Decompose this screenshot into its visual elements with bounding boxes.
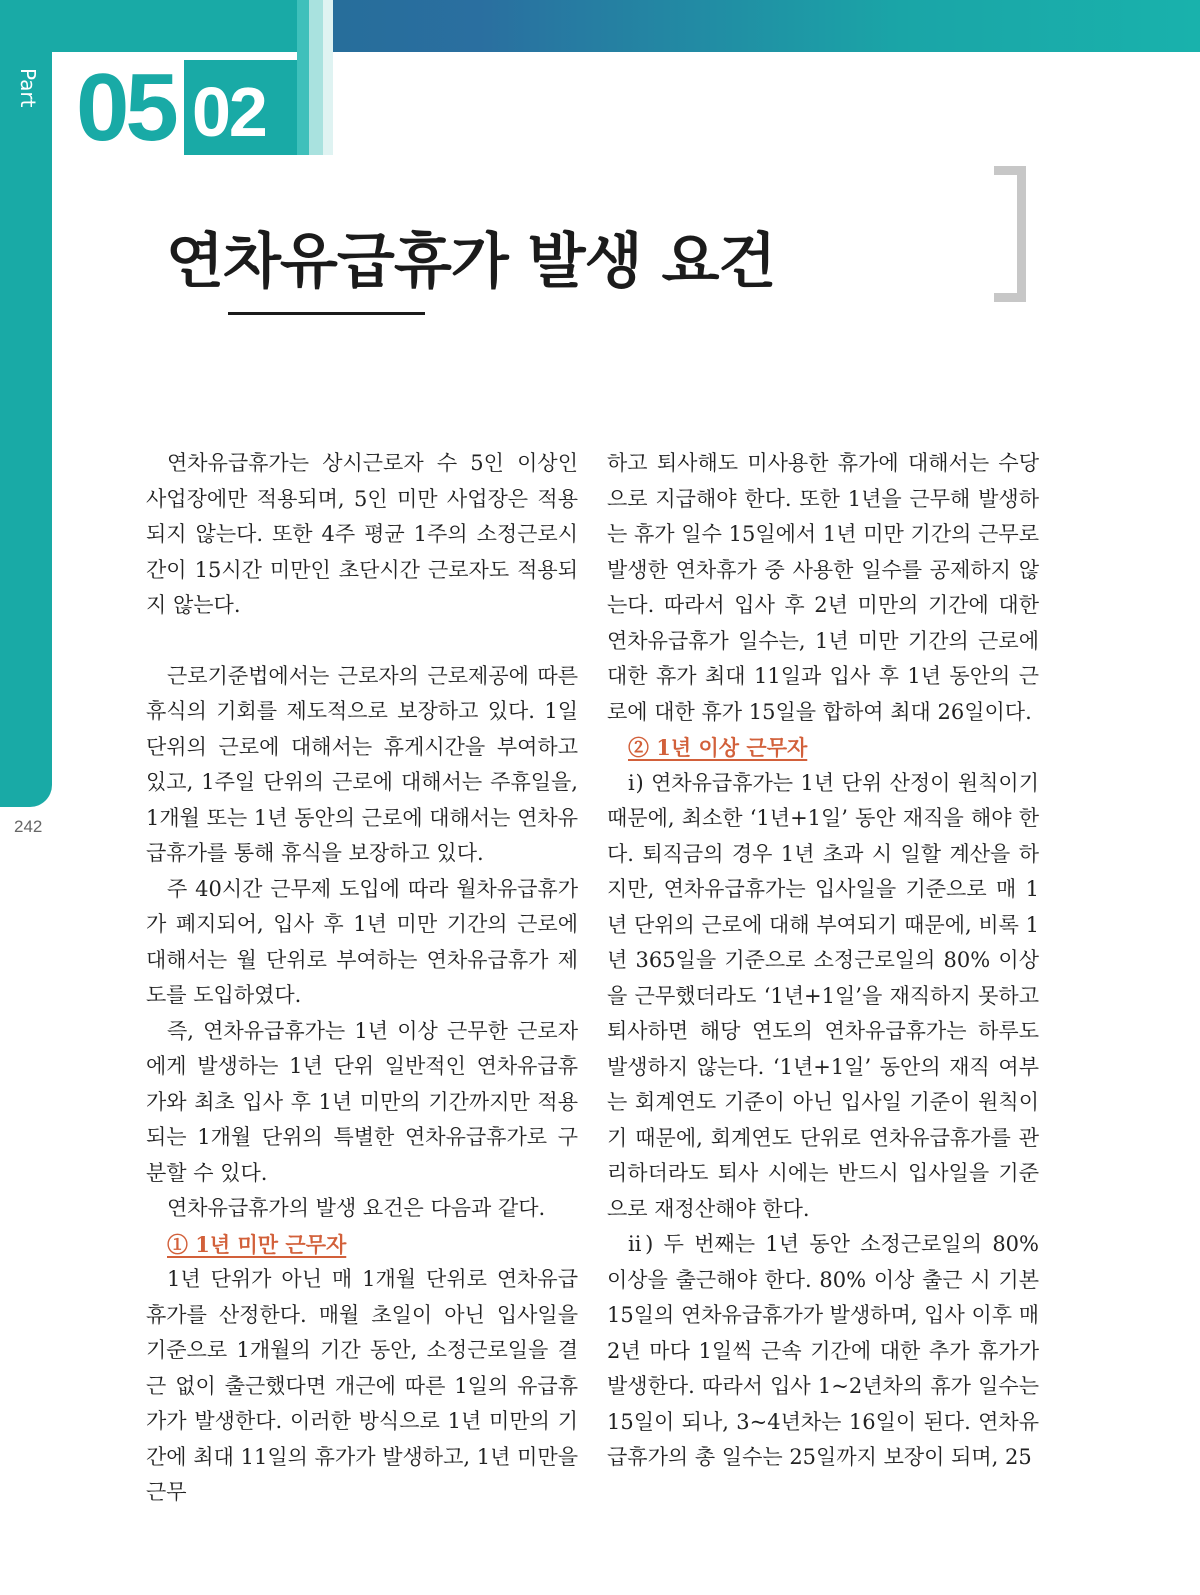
part-number: 05 (76, 54, 175, 161)
paragraph: 주 40시간 근무제 도입에 따라 월차유급휴가가 폐지되어, 입사 후 1년 미만 기간의 근로에 대해서는 월 단위로 부여하는 연차유급휴가 제도를 도입하였다. (146, 876, 578, 1007)
paragraph: 하고 퇴사해도 미사용한 휴가에 대해서는 수당으로 지급해야 한다. 또한 1년을 근무해 발생하는 휴가 일수 15일에서 1년 미만 기간의 근무로 발생한 연차휴가 중 사용한 일수를 공제하지 않는다. 따라서 입사 후 2년 미만의 기간에 대한 연차유급휴가 일수는, 1년 미만 기간의 근로에 대한 휴가 최대 11일과 입사 후 1년 동안의 근로에 대한 휴가 15일을 합하여 최대 26일이다. (607, 451, 1039, 724)
header-teal-block (52, 0, 297, 52)
right-text-column (607, 446, 1039, 1476)
header-stripe (309, 0, 323, 155)
paragraph: 즉, 연차유급휴가는 1년 이상 근무한 근로자에게 발생하는 1년 단위 일반적인 연차유급휴가와 최초 입사 후 1년 미만의 기간까지만 적용되는 1개월 단위의 특별한 연차유급휴가로 구분할 수 있다. (146, 1018, 578, 1185)
paragraph: 1년 단위가 아닌 매 1개월 단위로 연차유급휴가를 산정한다. 매월 초일이 아닌 입사일을 기준으로 1개월의 기간 동안, 소정근로일을 결근 없이 출근했다면 개근에 따른 1일의 유급휴가가 발생한다. 이러한 방식으로 1년 미만의 기간에 최대 11일의 휴가가 발생하고, 1년 미만을 근무 (146, 1267, 578, 1504)
part-label-text: Part (16, 68, 40, 108)
page-number: 242 (14, 817, 43, 836)
left-text-column (146, 446, 578, 1511)
page-title: 연차유급휴가 발생 요건 (166, 227, 776, 297)
paragraph: 연차유급휴가의 발생 요건은 다음과 같다. (167, 1196, 546, 1220)
paragraph: 근로기준법에서는 근로자의 근로제공에 따른 휴식의 기회를 제도적으로 보장하고 있다. 1일 단위의 근로에 대해서는 휴게시간을 부여하고 있고, 1주일 단위의 근로에 대해서는 주휴일을, 1개월 또는 1년 동안의 근로에 대해서는 연차유급휴가를 통해 휴식을 보장하고 있다. (146, 663, 578, 865)
header-stripe (323, 0, 333, 155)
section-heading: ① 1년 미만 근무자 (167, 1231, 347, 1257)
paragraph: ⅱ) 두 번째는 1년 동안 소정근로일의 80% 이상을 출근해야 한다. 80% 이상 출근 시 기본 15일의 연차유급휴가가 발생하며, 입사 이후 매 2년 마다 1일씩 근속 기간에 대한 추가 휴가가 발생한다. 따라서 입사 1~2년차의 휴가 일수는 15일이 되나, 3~4년차는 16일이 된다. 연차유급휴가의 총 일수는 25일까지 보장이 되며, 25 (607, 1232, 1039, 1469)
paragraph: 연차유급휴가는 상시근로자 수 5인 이상인 사업장에만 적용되며, 5인 미만 사업장은 적용되지 않는다. 또한 4주 평균 1주의 소정근로시간이 15시간 미만인 초단시간 근로자도 적용되지 않는다. (146, 451, 578, 617)
left-side-band (0, 0, 52, 807)
header-stripe (297, 0, 309, 155)
paragraph: ⅰ) 연차유급휴가는 1년 단위 산정이 원칙이기 때문에, 최소한 ‘1년+1일’ 동안 재직을 해야 한다. 퇴직금의 경우 1년 초과 시 일할 계산을 하지만, 연차유급휴가는 입사일을 기준으로 매 1년 단위의 근로에 대해 부여되기 때문에, 비록 1년 365일을 기준으로 소정근로일의 80% 이상을 근무했더라도 ‘1년+1일’을 재직하지 못하고 퇴사하면 해당 연도의 연차유급휴가는 하루도 발생하지 않는다. ‘1년+1일’ 동안의 재직 여부는 회계연도 기준이 아닌 입사일 기준이 원칙이기 때문에, 회계연도 단위로 연차유급휴가를 관리하더라도 퇴사 시에는 반드시 입사일을 기준으로 재정산해야 한다. (607, 770, 1039, 1221)
title-underline (228, 312, 425, 315)
section-heading: ② 1년 이상 근무자 (628, 735, 808, 760)
part-label (18, 68, 38, 107)
chapter-number: 02 (192, 73, 266, 151)
title-bracket-decoration (994, 166, 1026, 302)
